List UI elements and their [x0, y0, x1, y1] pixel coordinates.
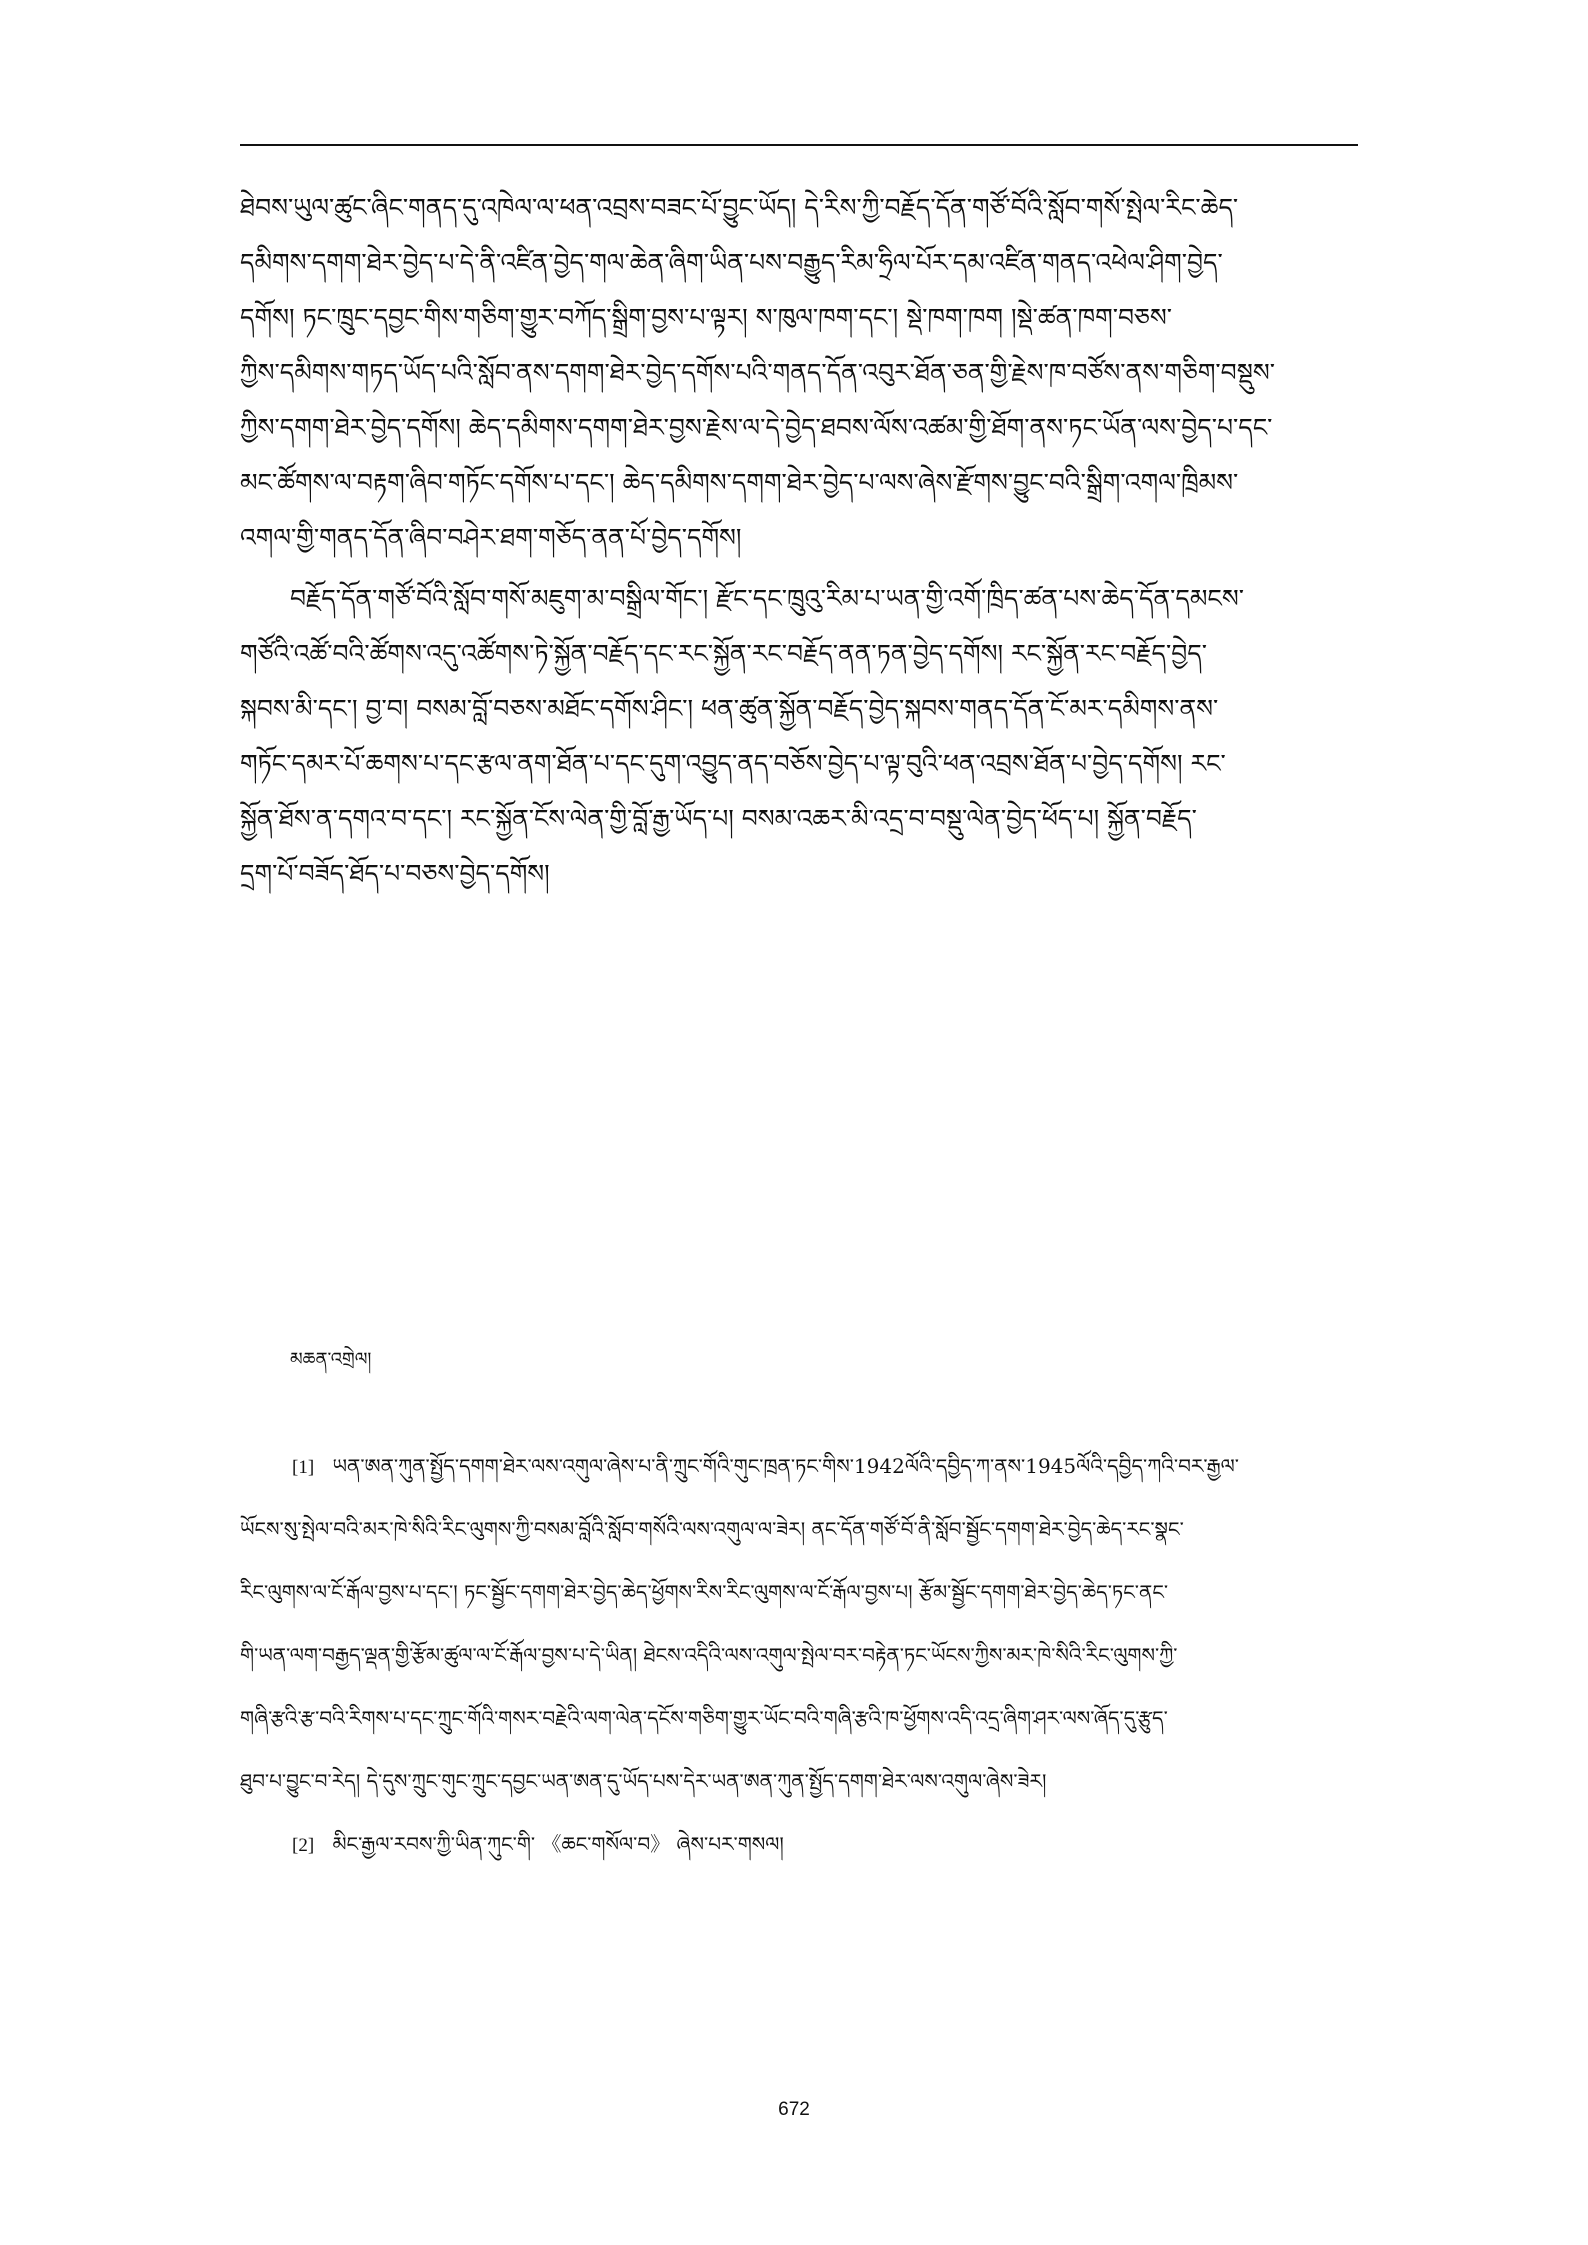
footnote-text: མིང་རྒྱལ་རབས་ཀྱི་ཡིན་ཀུང་གི་ 《ཆང་གསོལ་བ》 ཞེས་པར་གསལ། [332, 1832, 784, 1856]
footnote-line [240, 1435, 1358, 1498]
text-line: དམིགས་དགག་ཐེར་བྱེད་པ་དེ་ནི་འཛིན་བྱེད་གལ་ཆེན་ཞིག་ཡིན་པས་བརྒྱུད་རིམ་ཧྲིལ་པོར་དམ་འཛིན་གནད་འཕེལ་ཤིག་བྱེད་ [240, 248, 1223, 277]
text-line: ཀྱིས་དམིགས་གཏད་ཡོད་པའི་སློབ་ནས་དགག་ཐེར་བྱེད་དགོས་པའི་གནད་དོན་འབུར་ཐོན་ཅན་གྱི་རྗེས་ཁ་བཙོས་ནས་གཅིག་བསྡུས་ [240, 358, 1275, 387]
page-number: 672 [778, 2099, 810, 2120]
text-line: ཐེབས་ཡུལ་ཚུང་ཞིང་གནད་དུ་འཁེལ་ལ་ཕན་འབྲས་བཟང་པོ་བྱུང་ཡོད། དེ་རིས་ཀྱི་བརྗོད་དོན་གཙོ་བོའི་སློབ་གསོ་སྤེལ་རིང་ཆེད་ [240, 193, 1239, 222]
text-line: སྐྱོན་ཐོས་ན་དགའ་བ་དང་། རང་སྐྱོན་ངོས་ལེན་གྱི་བློ་རྒྱ་ཡོད་པ། བསམ་འཆར་མི་འདྲ་བ་བསྡུ་ལེན་བྱེད་ཕོད་པ། སྐྱོན་བརྗོད་ [240, 804, 1197, 833]
header-rule [240, 144, 1358, 146]
paragraph-2 [240, 571, 1358, 901]
text-line: འགལ་གྱི་གནད་དོན་ཞིབ་བཤེར་ཐག་གཅོད་ནན་པོ་བྱེད་དགོས། [240, 523, 742, 552]
footnote-line: གི་ཡན་ལག་བརྒྱད་ལྡན་གྱི་རྩོམ་ཚུལ་ལ་ངོ་རྒོལ་བྱས་པ་དེ་ཡིན། ཐེངས་འདིའི་ལས་འགུལ་སྤེལ་བར་བརྟེན་ཏང་ཡོངས་ཀྱིས་མར་ཁེ་སིའི་རིང་ལུགས་ཀྱི་ [240, 1643, 1178, 1667]
footnote-number: [1] [292, 1457, 315, 1478]
text-line: གཙོའི་འཚོ་བའི་ཚོགས་འདུ་འཚོགས་ཏེ་སྐྱོན་བརྗོད་དང་རང་སྐྱོན་རང་བརྗོད་ནན་ཏན་བྱེད་དགོས། རང་སྐྱོན་རང་བརྗོད་བྱེད་ [240, 639, 1208, 668]
footnote-2 [240, 1813, 1358, 1876]
footnote-line [240, 1813, 1358, 1876]
main-text [240, 180, 1358, 901]
text-line: གཏོང་དམར་པོ་ཆགས་པ་དང་རྩལ་ནག་ཐོན་པ་དང་དུག་འབྱུད་ནད་བཅོས་བྱེད་པ་ལྟ་བུའི་ཕན་འབྲས་ཐོན་པ་བྱེད་དགོས། རང་ [240, 749, 1226, 778]
footnote-line: གཞི་རྩའི་རྩ་བའི་རིགས་པ་དང་ཀྲུང་གོའི་གསར་བརྗེའི་ལག་ལེན་དངོས་གཅིག་གྱུར་ཡོང་བའི་གཞི་རྩའི་ཁ་ཕྱོགས་འདི་འདྲ་ཞིག་ཤར་ལས་ཞོད་དུ་རྩུད་ [240, 1706, 1168, 1730]
footnotes [240, 1435, 1358, 1876]
text-line: བརྗོད་དོན་གཙོ་བོའི་སློབ་གསོ་མཇུག་མ་བསྒྲིལ་གོང་། རྫོང་དང་ཁྲུའུ་རིམ་པ་ཡན་གྱི་འགོ་ཁྲིད་ཚན་པས་ཆེད་དོན་དམངས་ [290, 584, 1244, 613]
text-line: དགོས། ཏང་ཁྲུང་དབྱང་གིས་གཅིག་གྱུར་བཀོད་སྒྲིག་བྱས་པ་ལྟར། ས་ཁུལ་ཁག་དང་། སྡེ་ཁག་ཁག །སྡེ་ཚན་ཁག་བཅས་ [240, 303, 1172, 332]
notes-heading: མཆན་འགྲེལ། [290, 1349, 372, 1370]
footnote-line: རིང་ལུགས་ལ་ངོ་རྒོལ་བྱས་པ་དང་། ཏང་སྦྱོང་དགག་ཐེར་བྱེད་ཆེད་ཕྱོགས་རིས་རིང་ལུགས་ལ་ངོ་རྒོལ་བྱས་པ། རྩོམ་སྦྱོང་དགག་ཐེར་བྱེད་ཆེད་ཏང་ནང་ [240, 1580, 1169, 1604]
footnote-text: ཡན་ཨན་ཀུན་སྤྱོད་དགག་ཐེར་ལས་འགུལ་ཞེས་པ་ནི་ཀྲུང་གོའི་གུང་ཁྲན་ཏང་གིས་1942ལོའི་དབྱིད་ཀ་ནས་1945ལོའི་དབྱིད་ཀའི་བར་རྒྱལ་ [332, 1454, 1239, 1478]
footnote-1 [240, 1435, 1358, 1813]
footnote-line: ཡོངས་སུ་སྤེལ་བའི་མར་ཁེ་སིའི་རིང་ལུགས་ཀྱི་བསམ་བློའི་སློབ་གསོའི་ལས་འགུལ་ལ་ཟེར། ནང་དོན་གཙོ་བོ་ནི་སློབ་སྦྱོང་དགག་ཐེར་བྱེད་ཆེད་རང་སྣང་ [240, 1517, 1184, 1541]
paragraph-1 [240, 180, 1358, 565]
text-line: སྐབས་མི་དང་། བྱ་བ། བསམ་བློ་བཅས་མཐོང་དགོས་ཤིང་། ཕན་ཚུན་སྐྱོན་བརྗོད་བྱེད་སྐབས་གནད་དོན་ངོ་མར་དམིགས་ནས་ [240, 694, 1219, 723]
footnote-number: [2] [292, 1835, 315, 1856]
text-line: དྲག་པོ་བཟོད་ཐོད་པ་བཅས་བྱེད་དགོས། [240, 859, 550, 888]
text-line: མང་ཚོགས་ལ་བརྟག་ཞིབ་གཏོང་དགོས་པ་དང་། ཆེད་དམིགས་དགག་ཐེར་བྱེད་པ་ལས་ཞེས་རྫོགས་བྱུང་བའི་སྒྲིག་འགལ་ཁྲིམས་ [240, 468, 1239, 497]
footnote-line: ཐུབ་པ་བྱུང་བ་རེད། དེ་དུས་ཀྲུང་གུང་ཀྲུང་དབྱང་ཡན་ཨན་དུ་ཡོད་པས་དེར་ཡན་ཨན་ཀུན་སྤྱོད་དགག་ཐེར་ལས་འགུལ་ཞེས་ཟེར། [240, 1769, 1047, 1793]
text-line: ཀྱིས་དགག་ཐེར་བྱེད་དགོས། ཆེད་དམིགས་དགག་ཐེར་བྱས་རྗེས་ལ་དེ་བྱེད་ཐབས་ལོས་འཚམ་གྱི་ཐོག་ནས་ཏང་ཡོན་ལས་བྱེད་པ་དང་ [240, 413, 1273, 442]
